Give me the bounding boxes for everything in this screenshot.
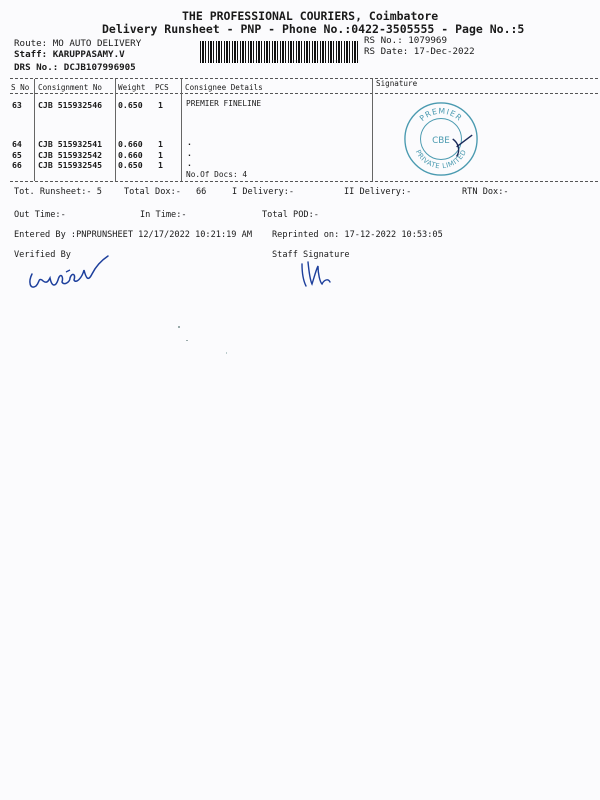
col-divider [34, 79, 35, 181]
row-pcs: 1 [158, 160, 163, 170]
no-of-docs: No.Of Docs: 4 [186, 170, 248, 179]
svg-text:PREMIER [418, 107, 464, 124]
stamp-top-text: PREMIER [417, 106, 465, 124]
verified-by-signature [26, 252, 116, 296]
scan-speck [178, 326, 180, 328]
row-pcs: 1 [158, 150, 163, 160]
total-dox-value: 66 [196, 187, 207, 197]
table-header-rule [10, 93, 598, 94]
route-label: Route: MO AUTO DELIVERY [14, 38, 142, 49]
row-consignment: CJB 515932546 [38, 100, 103, 110]
runsheet-title: Delivery Runsheet - PNP - Phone No.:0422-3505555 - Page No.:5 [102, 22, 525, 36]
row-consignee: . [187, 148, 192, 158]
stamp-bottom-text: PRIVATE LIMITED [413, 148, 469, 171]
row-pcs: 1 [158, 139, 163, 149]
company-title: THE PROFESSIONAL COURIERS, Coimbatore [182, 9, 439, 23]
rs-number: RS No.: 1079969 [364, 35, 447, 46]
col-header-consignment: Consignment No [38, 83, 103, 92]
verified-by-label: Verified By [14, 250, 71, 260]
table-bottom-rule [10, 181, 598, 182]
i-delivery: I Delivery:- [232, 187, 295, 197]
row-sno: 63 [12, 100, 22, 110]
col-header-weight: Weight [118, 83, 146, 92]
row-sno: 65 [12, 150, 22, 160]
staff-label: Staff: KARUPPASAMY.V [14, 49, 125, 60]
drs-number: DRS No.: DCJB107996905 [14, 62, 136, 73]
row-consignee: . [187, 158, 192, 168]
row-weight: 0.660 [118, 150, 143, 160]
scan-speck [186, 340, 188, 341]
ii-delivery: II Delivery:- [344, 187, 412, 197]
total-dox-label: Total Dox:- [124, 187, 181, 197]
row-sno: 64 [12, 139, 22, 149]
col-header-pcs: PCS [155, 83, 169, 92]
row-consignee: . [187, 137, 192, 147]
reprinted-on: Reprinted on: 17-12-2022 10:53:05 [272, 230, 443, 240]
col-header-consignee: Consignee Details [185, 83, 263, 92]
col-divider [372, 79, 373, 181]
row-consignment: CJB 515932545 [38, 160, 103, 170]
out-time: Out Time:- [14, 210, 66, 220]
col-header-signature: Signature [376, 79, 418, 88]
tot-runsheet: Tot. Runsheet:- 5 [14, 187, 102, 197]
stamp-center-text: CBE [432, 135, 450, 146]
barcode [200, 41, 360, 63]
company-seal-stamp [402, 100, 480, 178]
staff-signature [296, 256, 336, 290]
row-weight: 0.660 [118, 139, 143, 149]
row-consignment: CJB 515932541 [38, 139, 103, 149]
col-divider [115, 79, 116, 181]
row-weight: 0.650 [118, 100, 143, 110]
col-header-sno: S No [11, 83, 30, 92]
row-consignment: CJB 515932542 [38, 150, 103, 160]
row-consignee: PREMIER FINELINE [186, 99, 262, 108]
staff-signature-label: Staff Signature [272, 250, 350, 260]
row-pcs: 1 [158, 100, 163, 110]
table-top-rule [10, 78, 598, 79]
entered-by: Entered By :PNPRUNSHEET 12/17/2022 10:21:19 AM [14, 230, 252, 240]
scan-speck [226, 352, 227, 354]
rs-date: RS Date: 17-Dec-2022 [364, 46, 475, 57]
total-pod: Total POD:- [262, 210, 319, 220]
col-divider [181, 79, 182, 181]
row-weight: 0.650 [118, 160, 143, 170]
row-sno: 66 [12, 160, 22, 170]
in-time: In Time:- [140, 210, 187, 220]
rtn-dox: RTN Dox:- [462, 187, 509, 197]
